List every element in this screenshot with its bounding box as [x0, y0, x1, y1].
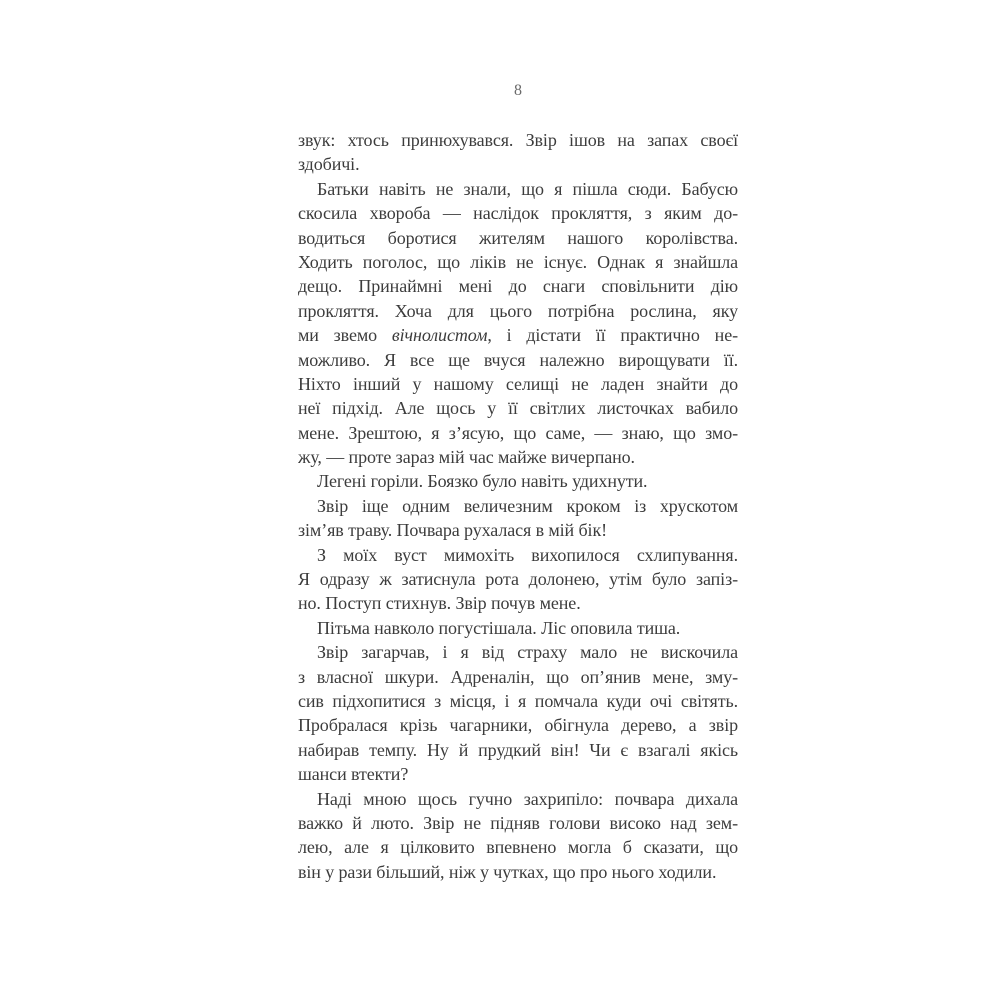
paragraph — [298, 640, 738, 786]
text-segment: Я одразу ж затиснула рота долонею, утім було запіз- — [298, 569, 738, 590]
text-line — [298, 543, 738, 567]
text-segment: Батьки навіть не знали, що я пішла сюди. Бабусю — [317, 178, 738, 199]
text-segment: дещо. Принаймні мені до снаги сповільнити дію — [298, 276, 738, 297]
text-segment: Пітьма навколо погустішала. Ліс оповила тиша. — [317, 617, 681, 638]
italic-text: вічнолистом — [391, 325, 488, 346]
text-line — [298, 152, 738, 176]
text-line — [298, 518, 738, 542]
text-line — [298, 567, 738, 591]
text-line — [298, 323, 738, 347]
text-segment: сив підхопитися з місця, і я помчала куди очі світять. — [298, 690, 738, 711]
text-segment: зім’яв траву. Почвара рухалася в мій бік! — [298, 520, 607, 541]
text-segment: звук: хтось принюхувався. Звір ішов на запах своєї — [298, 130, 738, 150]
text-line — [298, 396, 738, 420]
text-segment: мене. Зрештою, я з’ясую, що саме, — знаю, що змо- — [298, 422, 738, 443]
text-segment: ми звемо — [298, 325, 392, 346]
paragraph — [298, 616, 738, 640]
text-block — [298, 128, 738, 884]
text-line — [298, 762, 738, 786]
text-segment: Пробралася крізь чагарники, обігнула дерево, а звір — [298, 715, 738, 736]
text-line — [298, 616, 738, 640]
text-line — [298, 177, 738, 201]
text-segment: Ходить поголос, що ліків не існує. Однак я знайшла — [298, 251, 738, 272]
text-line — [298, 738, 738, 762]
text-segment: Наді мною щось гучно захрипіло: почвара дихала — [317, 788, 738, 809]
text-segment: лею, але я цілковито впевнено могла б сказати, що — [298, 837, 738, 858]
text-segment: Звір іще одним величезним кроком із хрускотом — [317, 495, 738, 516]
text-segment: неї підхід. Але щось у її світлих листочках вабило — [298, 398, 738, 419]
text-line — [298, 689, 738, 713]
text-segment: набирав темпу. Ну й прудкий він! Чи є взагалі якісь — [298, 739, 738, 760]
page-number: 8 — [514, 82, 522, 99]
text-line — [298, 640, 738, 664]
text-segment: шанси втекти? — [298, 764, 409, 785]
text-line — [298, 811, 738, 835]
text-segment: , і дістати її практично не- — [487, 325, 738, 346]
text-line — [298, 348, 738, 372]
text-segment: важко й люто. Звір не підняв голови високо над зем- — [298, 812, 738, 833]
text-line — [298, 665, 738, 689]
text-line — [298, 787, 738, 811]
text-line — [298, 250, 738, 274]
text-line — [298, 299, 738, 323]
text-line — [298, 226, 738, 250]
text-segment: прокляття. Хоча для цього потрібна рослина, яку — [298, 300, 738, 321]
paragraph — [298, 469, 738, 493]
paragraph — [298, 787, 738, 885]
text-line — [298, 835, 738, 859]
text-line — [298, 421, 738, 445]
paragraph — [298, 128, 738, 177]
text-segment: здобичі. — [298, 154, 360, 175]
text-line — [298, 494, 738, 518]
text-segment: но. Поступ стихнув. Звір почув мене. — [298, 593, 581, 614]
paragraph — [298, 494, 738, 543]
text-segment: з власної шкури. Адреналін, що оп’янив мене, зму- — [298, 666, 738, 687]
text-segment: Легені горіли. Боязко було навіть удихнути. — [317, 471, 648, 492]
text-line — [298, 713, 738, 737]
text-line — [298, 274, 738, 298]
text-segment: він у рази більший, ніж у чутках, що про нього ходили. — [298, 861, 717, 882]
text-line — [298, 372, 738, 396]
text-line — [298, 860, 738, 884]
text-segment: Ніхто інший у нашому селищі не ладен знайти до — [298, 373, 738, 394]
text-line — [298, 128, 738, 152]
text-segment: скосила хвороба — наслідок прокляття, з яким до- — [298, 203, 738, 224]
paragraph — [298, 543, 738, 616]
text-segment: Звір загарчав, і я від страху мало не вискочила — [317, 642, 738, 663]
text-line — [298, 591, 738, 615]
paragraph — [298, 177, 738, 470]
text-line — [298, 445, 738, 469]
text-segment: водиться боротися жителям нашого королівства. — [298, 227, 738, 248]
text-segment: З моїх вуст мимохіть вихопилося схлипування. — [317, 544, 738, 565]
text-line — [298, 201, 738, 225]
text-line — [298, 469, 738, 493]
text-segment: жу, — проте зараз мій час майже вичерпано. — [298, 447, 635, 468]
text-segment: можливо. Я все ще вчуся належно вирощувати її. — [298, 349, 738, 370]
